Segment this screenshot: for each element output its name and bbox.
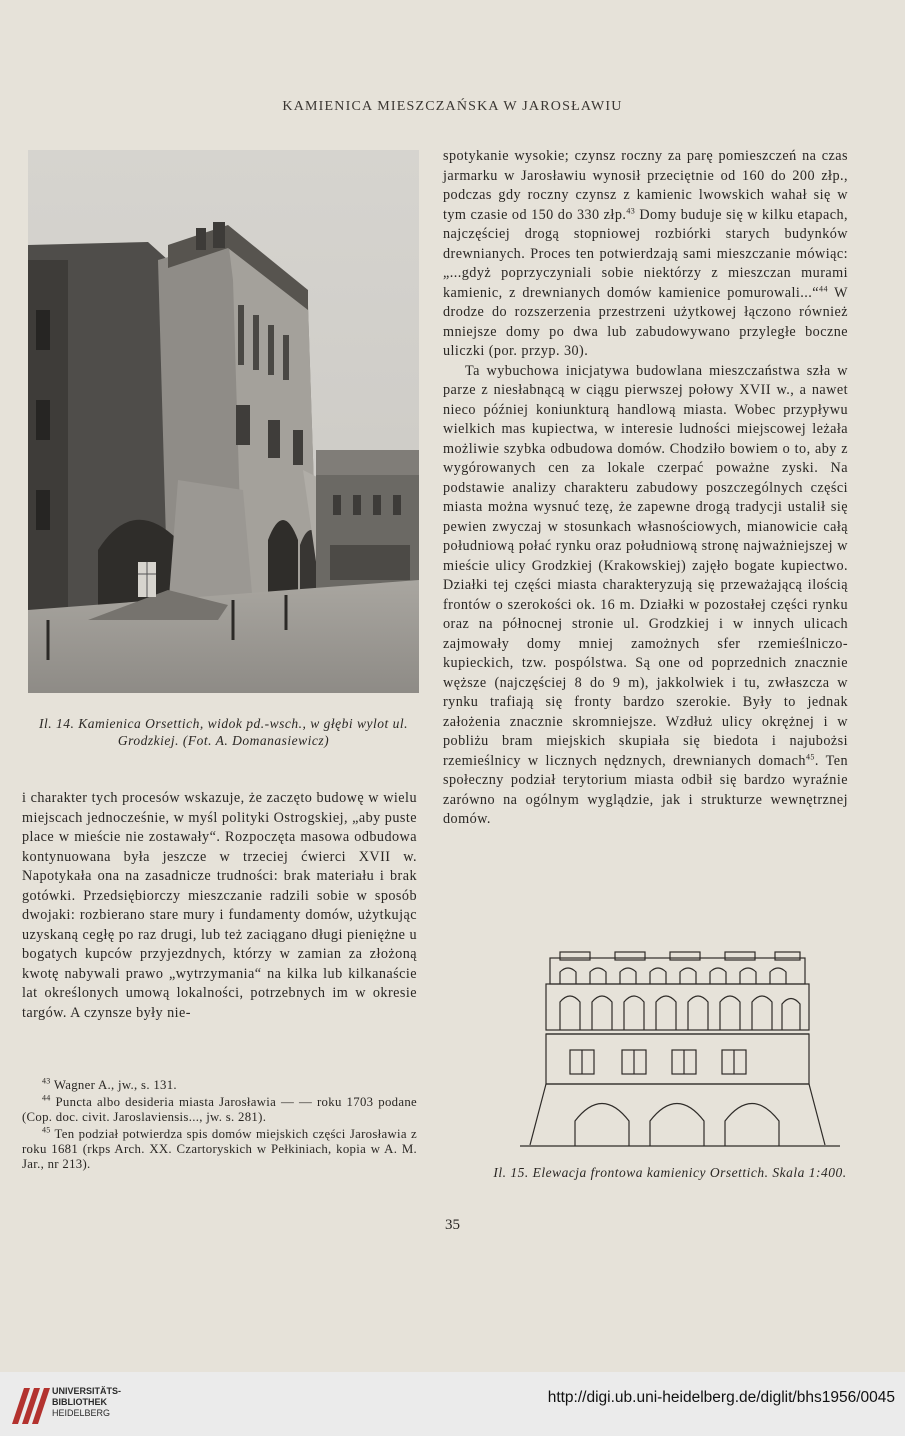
text-run: . Ten społeczny podział terytorium miasta odbił się bardzo wyraźnie zarówno na ogólnym wyglądzie, jak i strukturze wewnętrznej domów.	[443, 752, 848, 827]
footnote-ref: 44	[819, 283, 828, 293]
library-logo-icon[interactable]	[10, 1380, 50, 1426]
text-run: W drodze do rozszerzenia przestrzeni użytkowej łączono również mniejsze domy po dwa lub zabudowywano przyległe boczne uliczki (por. przyp. 30).	[443, 284, 848, 359]
left-column-text	[22, 789, 417, 1023]
footnote-ref: 43	[626, 205, 636, 215]
library-name-line: UNIVERSITÄTS-	[52, 1386, 122, 1396]
photo-kamienica-orsettich	[28, 150, 419, 693]
photo-caption: Il. 14. Kamienica Orsettich, widok pd.-wsch., w głębi wylot ul. Grodzkiej. (Fot. A. Domanasiewicz)	[39, 716, 408, 748]
running-title: KAMIENICA MIESZCZAŃSKA W JAROSŁAWIU	[282, 99, 623, 114]
footnote	[22, 1078, 417, 1093]
photo-illustration	[28, 150, 419, 693]
library-name-line: BIBLIOTHEK	[52, 1397, 107, 1407]
footnote-ref: 45	[805, 751, 815, 761]
footnote-number: 44	[42, 1093, 51, 1103]
library-name-line: HEIDELBERG	[52, 1408, 111, 1418]
footnote-text: Ten podział potwierdza spis domów miejskich części Jarosławia z roku 1681 (rkps Arch. XX. Czartoryskich w Pełkiniach, kopia w A. M. Jar., nr 213).	[22, 1127, 417, 1171]
permalink-url[interactable]: http://digi.ub.uni-heidelberg.de/diglit/bhs1956/0045	[547, 1389, 895, 1406]
page-number: 35	[445, 1217, 460, 1233]
paragraph	[443, 362, 848, 830]
footnote-text: Wagner A., jw., s. 131.	[50, 1078, 177, 1092]
footnote-number: 45	[42, 1125, 51, 1135]
text-run: Domy buduje się w kilku etapach, najczęściej drogą stopniowej rozbiórki starych budynków drewnianych. Proces ten potwierdzają sami mieszczanie mówiąc: „...gdyż poprzyczyniali sobie niektórzy z mieszczan murami kamienic, z drewnianych domów kamienice pomurowali...“	[443, 206, 848, 301]
footnote-number: 43	[42, 1076, 51, 1086]
text-run: Ta wybuchowa inicjatywa budowlana mieszczaństwa szła w parze z niesłabnącą w ciągu pierwszej połowy XVII w., a nawet nieco później koniunkturą handlową miasta. Wobec przypływu wielkich mas kupiectwa, w interesie ludności miejscowej leżała możliwie szybka odbudowa domów. Chodziło bowiem o to, aby z wygórowanych cen za lokale czerpać poważne zyski. Na podstawie analizy charakteru zabudowy poszczególnych części miasta można wysnuć tezę, że zapewne drogą tradycji ustalił się pewien zwyczaj w stosunkach własnościowych, mianowicie całą południową połać rynku oraz południową stronę najważniejszej w mieście ulicy Grodzkiej (Krakowskiej) zajęło bogate kupiectwo. Działki tej części miasta charakteryzują się przeważającą ilością frontów o szerokości ok. 16 m. Działki w pozostałej części rynku oraz na północnej stronie ul. Grodzkiej i w innych ulicach zajmowały domy mniej zamożnych sfer rzemieślniczo-kupieckich, tzw. pospólstwa. Są one od poprzednich znacznie węższe (najczęściej 8 do 9 m), jakkolwiek i tu, zwłaszcza w rynku trafiają się fronty bardzo szerokie. Były to jednak założenia znacznie skromniejsze. Wzdłuż ulicy okrężnej i w pobliżu bram miejskich skupiała się biedota i najubożsi rzemieślnicy w licznych nędznych, drewnianych domach	[443, 362, 848, 769]
footnote	[22, 1095, 417, 1125]
drawing-caption: Il. 15. Elewacja frontowa kamienicy Orsettich. Skala 1:400.	[493, 1165, 847, 1180]
paragraph	[443, 147, 848, 362]
facade-elevation-drawing	[520, 950, 850, 1150]
footnote	[22, 1127, 417, 1172]
library-name[interactable]	[52, 1386, 121, 1419]
footnotes	[22, 1078, 417, 1174]
paragraph: i charakter tych procesów wskazuje, że zaczęto budowę w wielu miejscach jednocześnie, w myśl polityki Ostrogskiej, „aby puste place w mieście nie zostawały“. Rozpoczęta masowa odbudowa kontynuowana była jeszcze w trzeciej ćwierci XVII w. Napotykała ona na zasadnicze trudności: brak materiału i brak gotówki. Przedsiębiorczy mieszczanie radzili sobie w sposób dwojaki: rozbierano stare mury i fundamenty domów, użytkując uzyskaną cegłę po raz drugi, lub też zaciągano długi pieniężne u bogatych kupców przyjezdnych, którzy w zamian za złożoną kwotę nabywali prawo „wytrzymania“ na kilka lub kilkanaście lat określonych umową lokalności, potrzebnych im w okresie targów. A czynsze były nie-	[22, 790, 417, 1021]
footnote-text: Puncta albo desideria miasta Jarosławia — — roku 1703 podane (Cop. doc. civit. Jaroslaviensis..., jw. s. 281).	[22, 1095, 417, 1124]
right-column-text	[443, 147, 848, 830]
library-footer	[0, 1372, 905, 1436]
text-run: spotykanie wysokie; czynsz roczny za parę pomieszczeń na czas jarmarku w Jarosławiu wynosił przeciętnie od 160 do 200 złp., podczas gdy roczny czynsz z kamienic lwowskich wahał się w tym czasie od 150 do 330 złp.	[443, 148, 848, 223]
